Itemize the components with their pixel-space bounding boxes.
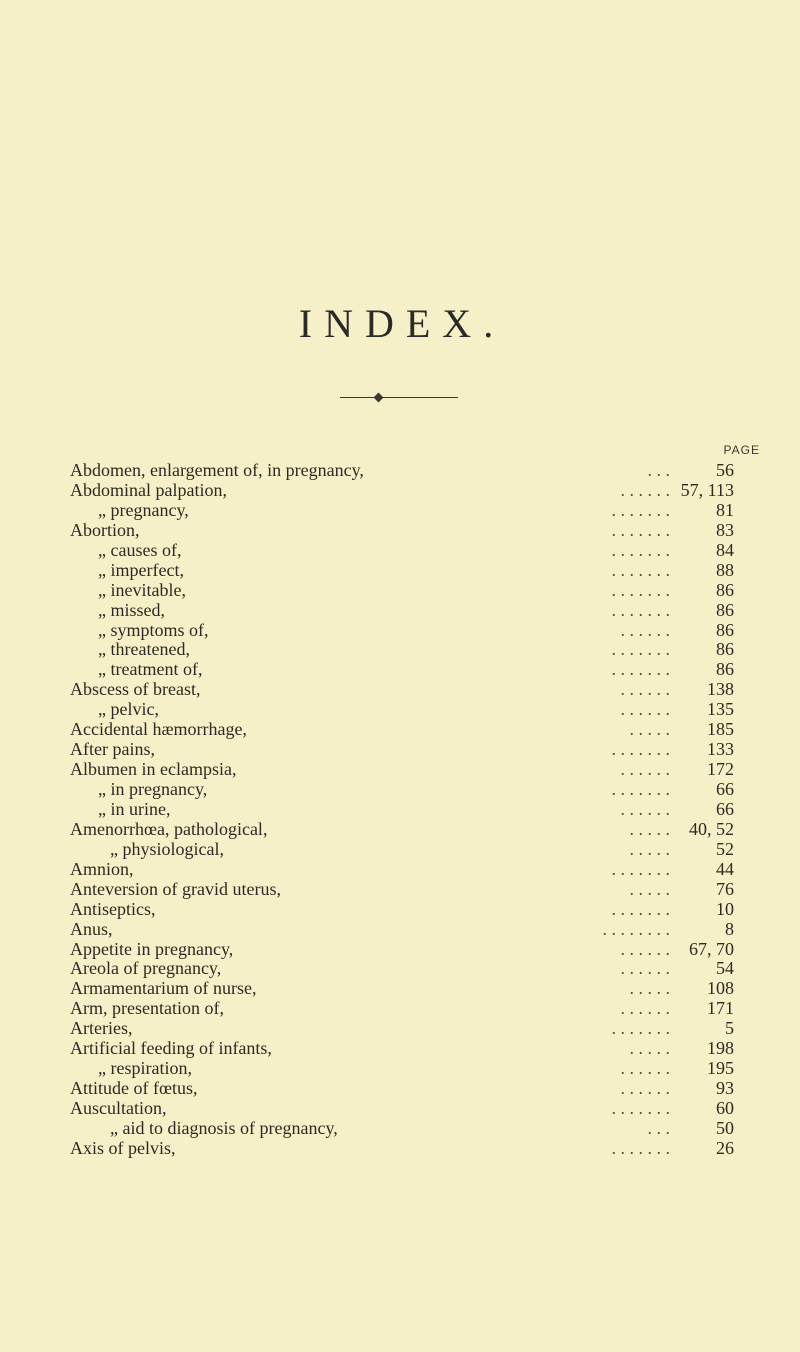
leader-dots: . . . . . — [629, 978, 670, 999]
leader-dots: . . . . . . . — [611, 639, 670, 660]
index-entry — [70, 621, 740, 641]
entry-page-number: 84 — [716, 539, 734, 560]
entry-label: Appetite in pregnancy, — [70, 938, 234, 959]
leader-dots: . . . . . . . — [611, 499, 670, 520]
page-column-header: PAGE — [723, 443, 760, 457]
entry-label: Arteries, — [70, 1018, 133, 1039]
leader-dots: . . . . . . — [620, 1058, 670, 1079]
entry-page-number: 10 — [716, 898, 734, 919]
entry-page-number: 108 — [707, 978, 734, 999]
index-entry — [70, 780, 740, 800]
entry-label: Artificial feeding of infants, — [70, 1038, 272, 1059]
index-entry — [70, 521, 740, 541]
entry-page-number: 133 — [707, 739, 734, 760]
entry-page-number: 60 — [716, 1098, 734, 1118]
entry-page-number: 86 — [716, 599, 734, 620]
leader-dots: . . . . . . . — [611, 1098, 670, 1118]
index-entry — [70, 481, 740, 501]
entry-label: „ symptoms of, — [98, 619, 209, 640]
index-entry — [70, 959, 740, 979]
leader-dots: . . . . . . . — [611, 1137, 670, 1158]
leader-dots: . . . . . . . — [611, 858, 670, 879]
index-entry — [70, 760, 740, 780]
entry-label: Albumen in eclampsia, — [70, 759, 237, 780]
entry-label: „ pelvic, — [98, 699, 159, 720]
index-entry — [70, 740, 740, 760]
leader-dots: . . . — [647, 1117, 670, 1138]
ornamental-rule — [340, 397, 458, 398]
entry-label: „ causes of, — [98, 539, 182, 560]
entry-page-number: 76 — [716, 878, 734, 899]
index-entry — [70, 561, 740, 581]
entry-label: „ physiological, — [110, 838, 224, 859]
entry-label: Amenorrhœa, pathological, — [70, 818, 268, 839]
index-entry — [70, 501, 740, 521]
index-entry — [70, 820, 740, 840]
entry-page-number: 56 — [716, 460, 734, 480]
entry-page-number: 67, 70 — [689, 938, 734, 959]
index-entry — [70, 541, 740, 561]
entry-label: Amnion, — [70, 858, 134, 879]
index-entry — [70, 860, 740, 880]
entry-page-number: 93 — [716, 1078, 734, 1099]
leader-dots: . . . . . . . — [611, 579, 670, 600]
rule-diamond-ornament — [374, 393, 384, 403]
entry-page-number: 66 — [716, 798, 734, 819]
leader-dots: . . . . . . . — [611, 519, 670, 540]
leader-dots: . . . . . — [629, 1038, 670, 1059]
leader-dots: . . . . . — [629, 878, 670, 899]
index-entry — [70, 1119, 740, 1139]
index-entry — [70, 999, 740, 1019]
index-entry — [70, 660, 740, 680]
index-entry — [70, 1139, 740, 1159]
leader-dots: . . . . . — [629, 818, 670, 839]
entry-page-number: 44 — [716, 858, 734, 879]
entry-label: Attitude of fœtus, — [70, 1078, 198, 1099]
leader-dots: . . . . . . — [620, 798, 670, 819]
entry-page-number: 66 — [716, 779, 734, 799]
entry-page-number: 5 — [725, 1018, 734, 1039]
entry-label: Armamentarium of nurse, — [70, 978, 257, 999]
entry-label: Accidental hæmorrhage, — [70, 719, 247, 740]
entry-label: „ missed, — [98, 599, 165, 620]
index-entry — [70, 1039, 740, 1059]
index-entry — [70, 680, 740, 700]
leader-dots: . . . . . . — [620, 759, 670, 780]
entry-label: Axis of pelvis, — [70, 1137, 176, 1158]
leader-dots: . . . . . . . — [611, 599, 670, 620]
index-entry — [70, 720, 740, 740]
entry-page-number: 52 — [716, 838, 734, 859]
entry-label: Anteversion of gravid uterus, — [70, 878, 281, 899]
index-entry — [70, 840, 740, 860]
leader-dots: . . . . . . — [620, 479, 670, 500]
entry-page-number: 86 — [716, 579, 734, 600]
leader-dots: . . . . . . — [620, 619, 670, 640]
index-title: INDEX. — [298, 301, 506, 346]
index-entry — [70, 800, 740, 820]
entry-page-number: 8 — [725, 918, 734, 939]
entry-label: „ treatment of, — [98, 659, 203, 680]
entry-page-number: 172 — [707, 759, 734, 780]
entry-label: Abdomen, enlargement of, in pregnancy, — [70, 460, 364, 480]
entry-page-number: 50 — [716, 1117, 734, 1138]
index-entry — [70, 700, 740, 720]
leader-dots: . . . . . . . — [611, 539, 670, 560]
entry-label: Arm, presentation of, — [70, 998, 224, 1019]
index-entry — [70, 940, 740, 960]
entry-label: Abscess of breast, — [70, 679, 201, 700]
entry-label: Auscultation, — [70, 1098, 167, 1118]
index-entry — [70, 920, 740, 940]
index-entry — [70, 880, 740, 900]
entry-page-number: 83 — [716, 519, 734, 540]
leader-dots: . . . . . . — [620, 938, 670, 959]
entry-page-number: 88 — [716, 559, 734, 580]
entry-page-number: 57, 113 — [680, 479, 734, 500]
index-entry — [70, 979, 740, 999]
leader-dots: . . . . . . — [620, 699, 670, 720]
leader-dots: . . . . . . . — [611, 898, 670, 919]
entry-label: „ pregnancy, — [98, 499, 189, 520]
index-entries-list — [70, 461, 740, 1159]
entry-page-number: 26 — [716, 1137, 734, 1158]
entry-label: „ in urine, — [98, 798, 171, 819]
index-entry — [70, 581, 740, 601]
index-entry — [70, 601, 740, 621]
entry-page-number: 135 — [707, 699, 734, 720]
entry-page-number: 86 — [716, 659, 734, 680]
leader-dots: . . . . . . — [620, 998, 670, 1019]
entry-label: „ respiration, — [98, 1058, 192, 1079]
entry-label: Antiseptics, — [70, 898, 156, 919]
entry-page-number: 54 — [716, 958, 734, 979]
entry-label: „ aid to diagnosis of pregnancy, — [110, 1117, 338, 1138]
entry-label: „ threatened, — [98, 639, 190, 660]
leader-dots: . . . . . . . — [611, 739, 670, 760]
leader-dots: . . . . . . — [620, 958, 670, 979]
leader-dots: . . . . . . . — [611, 659, 670, 680]
leader-dots: . . . . . — [629, 719, 670, 740]
entry-page-number: 185 — [707, 719, 734, 740]
entry-label: Anus, — [70, 918, 113, 939]
entry-label: „ imperfect, — [98, 559, 184, 580]
entry-label: „ in pregnancy, — [98, 779, 208, 799]
entry-page-number: 195 — [707, 1058, 734, 1079]
entry-page-number: 40, 52 — [689, 818, 734, 839]
leader-dots: . . . . . . — [620, 1078, 670, 1099]
entry-label: After pains, — [70, 739, 155, 760]
entry-page-number: 138 — [707, 679, 734, 700]
leader-dots: . . . . . . — [620, 679, 670, 700]
leader-dots: . . . . . — [629, 838, 670, 859]
entry-page-number: 86 — [716, 619, 734, 640]
entry-page-number: 86 — [716, 639, 734, 660]
index-entry — [70, 461, 740, 481]
entry-label: „ inevitable, — [98, 579, 186, 600]
index-entry — [70, 1079, 740, 1099]
entry-label: Abdominal palpation, — [70, 479, 227, 500]
index-entry — [70, 1099, 740, 1119]
leader-dots: . . . . . . . — [611, 1018, 670, 1039]
leader-dots: . . . . . . . — [611, 779, 670, 799]
index-entry — [70, 640, 740, 660]
leader-dots: . . . . . . . — [611, 559, 670, 580]
index-entry — [70, 900, 740, 920]
index-entry — [70, 1059, 740, 1079]
entry-label: Abortion, — [70, 519, 140, 540]
index-entry — [70, 1019, 740, 1039]
entry-page-number: 171 — [707, 998, 734, 1019]
entry-page-number: 198 — [707, 1038, 734, 1059]
entry-label: Areola of pregnancy, — [70, 958, 222, 979]
leader-dots: . . . . . . . . — [602, 918, 670, 939]
leader-dots: . . . — [647, 460, 670, 480]
entry-page-number: 81 — [716, 499, 734, 520]
